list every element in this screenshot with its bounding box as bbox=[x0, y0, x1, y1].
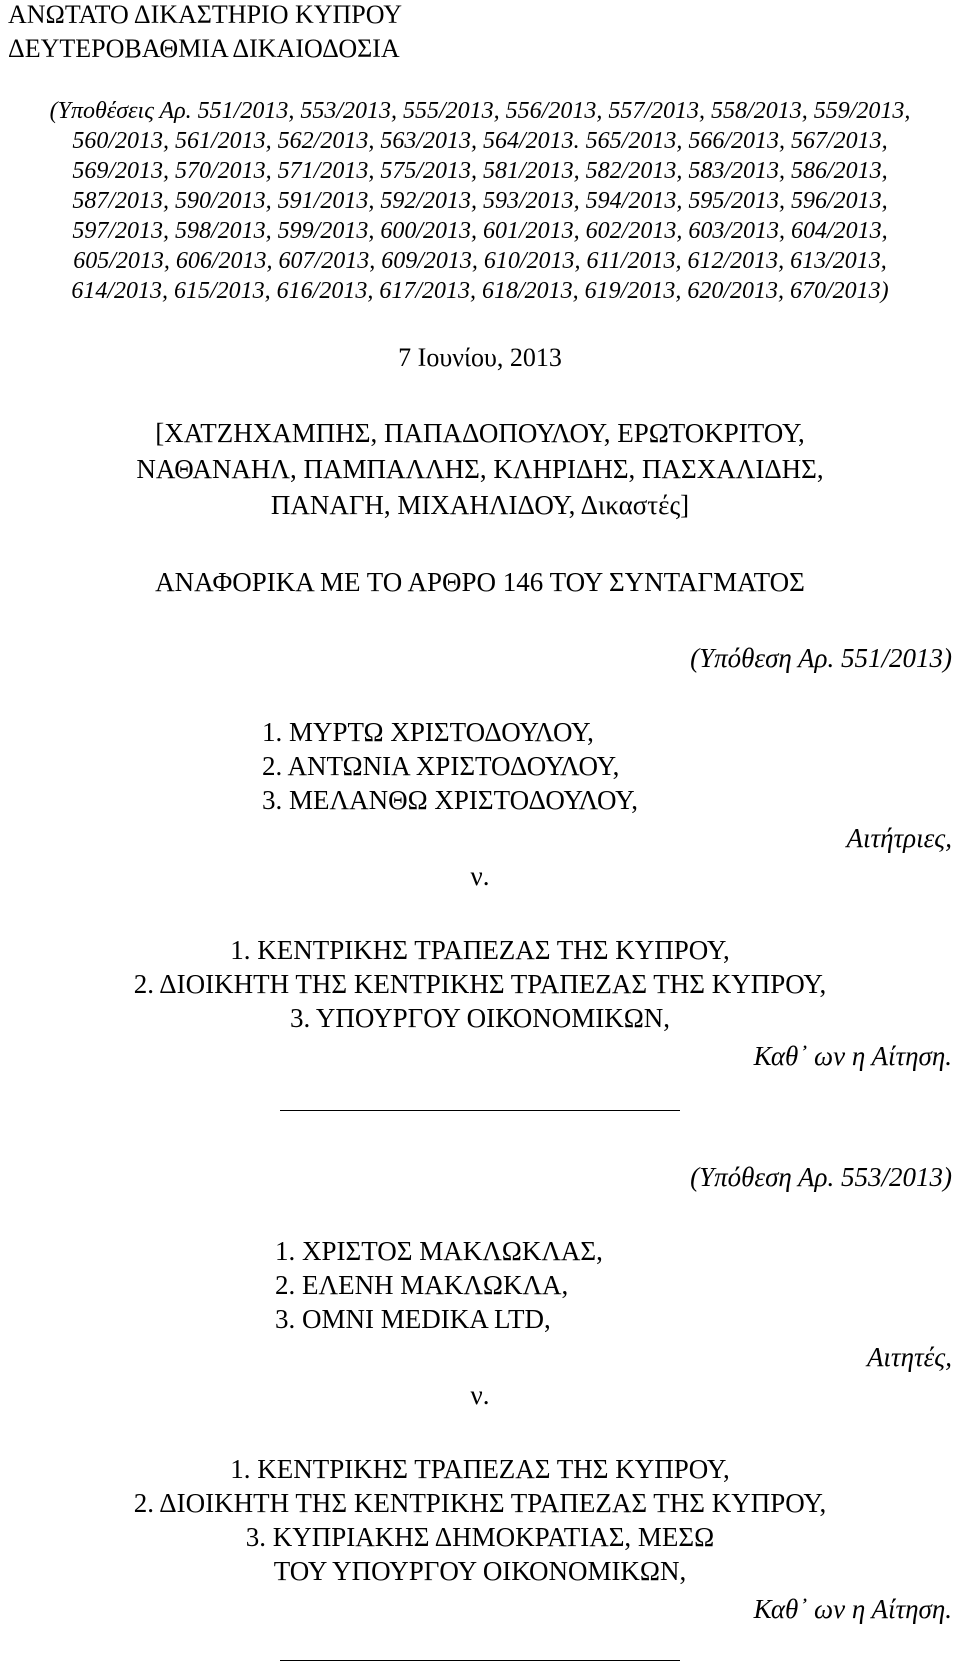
jurisdiction: ΔΕΥΤΕΡΟΒΑΘΜΙΑ ΔΙΚΑΙΟΔΟΣΙΑ bbox=[8, 34, 400, 63]
respondent: 2. ΔΙΟΙΚΗΤΗ ΤΗΣ ΚΕΝΤΡΙΚΗΣ ΤΡΑΠΕΖΑΣ ΤΗΣ ΚΥΠΡΟΥ, bbox=[133, 1488, 827, 1518]
applicants-role: Αιτήτριες, bbox=[846, 823, 952, 853]
respondent: 3. ΚΥΠΡΙΑΚΗΣ ΔΗΜΟΚΡΑΤΙΑΣ, ΜΕΣΩ bbox=[245, 1522, 715, 1552]
subject-heading: ΑΝΑΦΟΡΙΚΑ ΜΕ ΤΟ ΑΡΘΡΟ 146 ΤΟΥ ΣΥΝΤΑΓΜΑΤΟΣ bbox=[155, 567, 805, 597]
judgment-date: 7 Ιουνίου, 2013 bbox=[398, 343, 562, 372]
applicant: 3. OMNI MEDIKA LTD, bbox=[275, 1304, 551, 1334]
cases-list-line: 560/2013, 561/2013, 562/2013, 563/2013, 564/2013. 565/2013, 566/2013, 567/2013, bbox=[72, 128, 888, 154]
applicants-role: Αιτητές, bbox=[866, 1342, 952, 1372]
judges-line: ΝΑΘΑΝΑΗΛ, ΠΑΜΠΑΛΛΗΣ, ΚΛΗΡΙΔΗΣ, ΠΑΣΧΑΛΙΔΗΣ, bbox=[136, 454, 824, 484]
cases-list-line: 597/2013, 598/2013, 599/2013, 600/2013, 601/2013, 602/2013, 603/2013, 604/2013, bbox=[72, 218, 888, 244]
cases-list-line: 569/2013, 570/2013, 571/2013, 575/2013, 581/2013, 582/2013, 583/2013, 586/2013, bbox=[72, 158, 888, 184]
separator-rule bbox=[280, 1660, 680, 1661]
respondent: 1. ΚΕΝΤΡΙΚΗΣ ΤΡΑΠΕΖΑΣ ΤΗΣ ΚΥΠΡΟΥ, bbox=[230, 935, 730, 965]
cases-list-line: 605/2013, 606/2013, 607/2013, 609/2013, 610/2013, 611/2013, 612/2013, 613/2013, bbox=[73, 248, 887, 274]
applicant: 3. ΜΕΛΑΝΘΩ ΧΡΙΣΤΟΔΟΥΛΟΥ, bbox=[262, 785, 638, 815]
respondent: 1. ΚΕΝΤΡΙΚΗΣ ΤΡΑΠΕΖΑΣ ΤΗΣ ΚΥΠΡΟΥ, bbox=[230, 1454, 730, 1484]
applicant: 2. ΕΛΕΝΗ ΜΑΚΛΩΚΛΑ, bbox=[275, 1270, 569, 1300]
case-number: (Υπόθεση Αρ. 551/2013) bbox=[690, 643, 952, 673]
respondents-role: Καθ᾽ ων η Αίτηση. bbox=[753, 1594, 952, 1624]
versus: ν. bbox=[470, 1380, 490, 1410]
judges-line: [ΧΑΤΖΗΧΑΜΠΗΣ, ΠΑΠΑΔΟΠΟΥΛΟΥ, ΕΡΩΤΟΚΡΙΤΟΥ, bbox=[155, 418, 805, 448]
court-name: ΑΝΩΤΑΤΟ ΔΙΚΑΣΤΗΡΙΟ ΚΥΠΡΟΥ bbox=[8, 0, 403, 29]
case-number: (Υπόθεση Αρ. 553/2013) bbox=[690, 1162, 952, 1192]
respondent: ΤΟΥ ΥΠΟΥΡΓΟΥ ΟΙΚΟΝΟΜΙΚΩΝ, bbox=[273, 1556, 687, 1586]
cases-list-line: (Υποθέσεις Αρ. 551/2013, 553/2013, 555/2013, 556/2013, 557/2013, 558/2013, 559/2013, bbox=[49, 98, 911, 124]
cases-list-line: 587/2013, 590/2013, 591/2013, 592/2013, 593/2013, 594/2013, 595/2013, 596/2013, bbox=[72, 188, 888, 214]
judges-line: ΠΑΝΑΓΗ, ΜΙΧΑΗΛΙΔΟΥ, Δικαστές] bbox=[270, 490, 690, 520]
cases-list-line: 614/2013, 615/2013, 616/2013, 617/2013, 618/2013, 619/2013, 620/2013, 670/2013) bbox=[71, 278, 889, 304]
applicant: 1. ΧΡΙΣΤΟΣ ΜΑΚΛΩΚΛΑΣ, bbox=[275, 1236, 603, 1266]
separator-rule bbox=[280, 1110, 680, 1111]
applicant: 1. ΜΥΡΤΩ ΧΡΙΣΤΟΔΟΥΛΟΥ, bbox=[262, 717, 594, 747]
respondents-role: Καθ᾽ ων η Αίτηση. bbox=[753, 1041, 952, 1071]
respondent: 3. ΥΠΟΥΡΓΟΥ ΟΙΚΟΝΟΜΙΚΩΝ, bbox=[289, 1003, 671, 1033]
applicant: 2. ΑΝΤΩΝΙΑ ΧΡΙΣΤΟΔΟΥΛΟΥ, bbox=[262, 751, 620, 781]
respondent: 2. ΔΙΟΙΚΗΤΗ ΤΗΣ ΚΕΝΤΡΙΚΗΣ ΤΡΑΠΕΖΑΣ ΤΗΣ ΚΥΠΡΟΥ, bbox=[133, 969, 827, 999]
versus: ν. bbox=[470, 861, 490, 891]
